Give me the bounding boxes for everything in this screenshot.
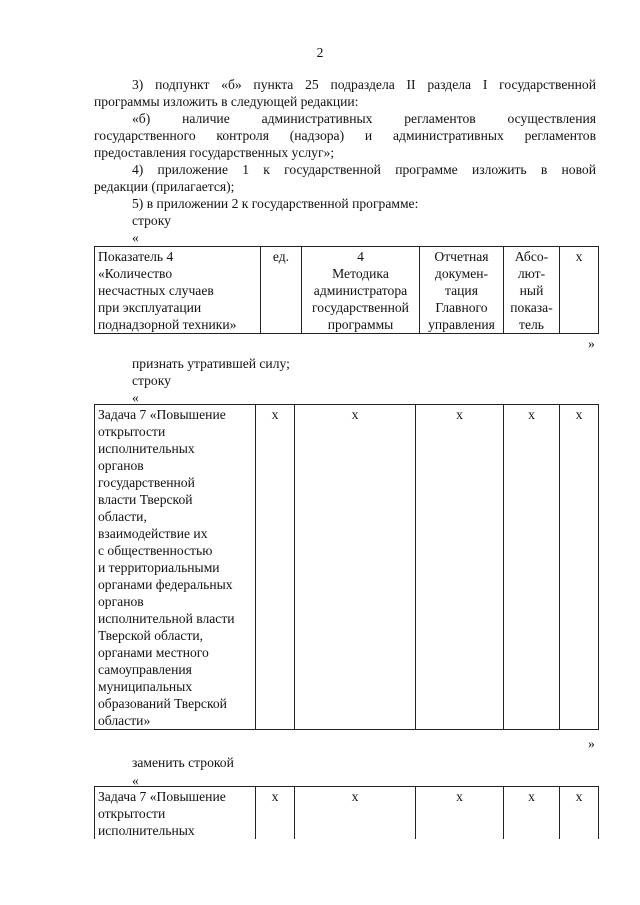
cell-text: органов: [98, 594, 144, 609]
task-name-cell: [95, 405, 256, 730]
cell-text: Методика: [332, 266, 389, 281]
cell-text: Показатель 4: [98, 249, 174, 264]
cell-text: открытости: [98, 806, 166, 821]
source-cell: [420, 247, 504, 334]
cell-text: тация: [445, 283, 478, 298]
cell-text: управления: [428, 317, 495, 332]
x-cell: х: [504, 787, 560, 840]
cell-text: несчастных случаев: [98, 283, 214, 298]
cell-text: власти Тверской: [98, 492, 193, 507]
task-name-cell: [95, 787, 256, 840]
word-row: строку: [132, 373, 171, 388]
open-quote: «: [132, 773, 139, 788]
x-cell: х: [256, 405, 295, 730]
cell-text: ный: [519, 283, 544, 298]
table-row: [95, 787, 599, 840]
cell-text: исполнительной власти: [98, 611, 235, 626]
cell-text: программы: [327, 317, 394, 332]
item-3-line: программы изложить в следующей редакции:: [94, 94, 359, 109]
cell-text: муниципальных: [98, 679, 193, 694]
cell-text: администратора: [313, 283, 408, 298]
close-quote: »: [588, 736, 595, 751]
item-3: [94, 76, 596, 246]
page-number: 2: [316, 45, 324, 60]
cell-text: органами федеральных: [98, 577, 233, 592]
cell-text: взаимодействие их: [98, 526, 208, 541]
cell-text: открытости: [98, 424, 166, 439]
cell-text: поднадзорной техники»: [98, 317, 237, 332]
x-cell: х: [295, 787, 416, 840]
x-cell: х: [256, 787, 295, 840]
table-row: [95, 405, 599, 730]
cell-text: тель: [519, 317, 544, 332]
type-cell: [504, 247, 560, 334]
x-cell: х: [504, 405, 560, 730]
cell-text: «Количество: [98, 266, 173, 281]
item-4-line: 4) приложение 1 к государственной программе изложить в новой: [132, 162, 596, 177]
x-cell: [560, 247, 599, 334]
cell-text: органами местного: [98, 645, 209, 660]
word-row: строку: [132, 213, 171, 228]
unit-cell: [261, 247, 302, 334]
cell-text: с общественностью: [98, 543, 213, 558]
cell-text: Тверской области,: [98, 628, 204, 643]
indicator-name-cell: [95, 247, 261, 334]
cell-text: области,: [98, 509, 147, 524]
table-row: [95, 247, 599, 334]
cell-text: самоуправления: [98, 662, 192, 677]
repeal-text: признать утратившей силу;: [132, 356, 290, 371]
cell-text: показа-: [510, 300, 553, 315]
open-quote: «: [132, 390, 139, 405]
cell-text: государственной: [98, 475, 195, 490]
item-4-line: редакции (прилагается);: [94, 179, 235, 194]
cell-text: Задача 7 «Повышение: [98, 789, 226, 804]
cell-text: исполнительных: [98, 823, 195, 838]
x-cell: х: [416, 405, 504, 730]
cell-text: органов: [98, 458, 144, 473]
item-3-quote-line: «б) наличие административных регламентов осуществления: [132, 111, 596, 126]
task-table-new: [94, 786, 599, 839]
cell-text: Отчетная: [434, 249, 489, 264]
cell-text: государственной: [312, 300, 409, 315]
item-3-quote-line: государственного контроля (надзора) и административных регламентов: [94, 128, 596, 143]
open-quote: «: [132, 230, 139, 245]
cell-text: лют-: [517, 266, 546, 281]
cell-text: Главного: [435, 300, 488, 315]
task-table-old: [94, 404, 599, 730]
cell-text: образований Тверской: [98, 696, 227, 711]
cell-text: при эксплуатации: [98, 300, 202, 315]
cell-text: х: [575, 249, 583, 264]
item-3-quote-line: предоставления государственных услуг»;: [94, 145, 335, 160]
cell-text: Абсо-: [514, 249, 549, 264]
method-cell: [302, 247, 420, 334]
x-cell: х: [416, 787, 504, 840]
cell-text: области»: [98, 713, 151, 728]
cell-text: докумен-: [434, 266, 489, 281]
cell-text: Задача 7 «Повышение: [98, 407, 226, 422]
cell-text: и территориальными: [98, 560, 220, 575]
cell-text: 4: [357, 249, 364, 264]
cell-text: ед.: [272, 249, 290, 264]
indicator-table: [94, 246, 599, 334]
cell-text: исполнительных: [98, 441, 195, 456]
x-cell: х: [295, 405, 416, 730]
x-cell: х: [560, 787, 599, 840]
item-3-line: 3) подпункт «б» пункта 25 подраздела II раздела I государственной: [132, 77, 596, 92]
replace-text: заменить строкой: [132, 755, 234, 770]
x-cell: х: [560, 405, 599, 730]
close-quote: »: [588, 336, 595, 351]
item-5: 5) в приложении 2 к государственной программе:: [132, 196, 419, 211]
